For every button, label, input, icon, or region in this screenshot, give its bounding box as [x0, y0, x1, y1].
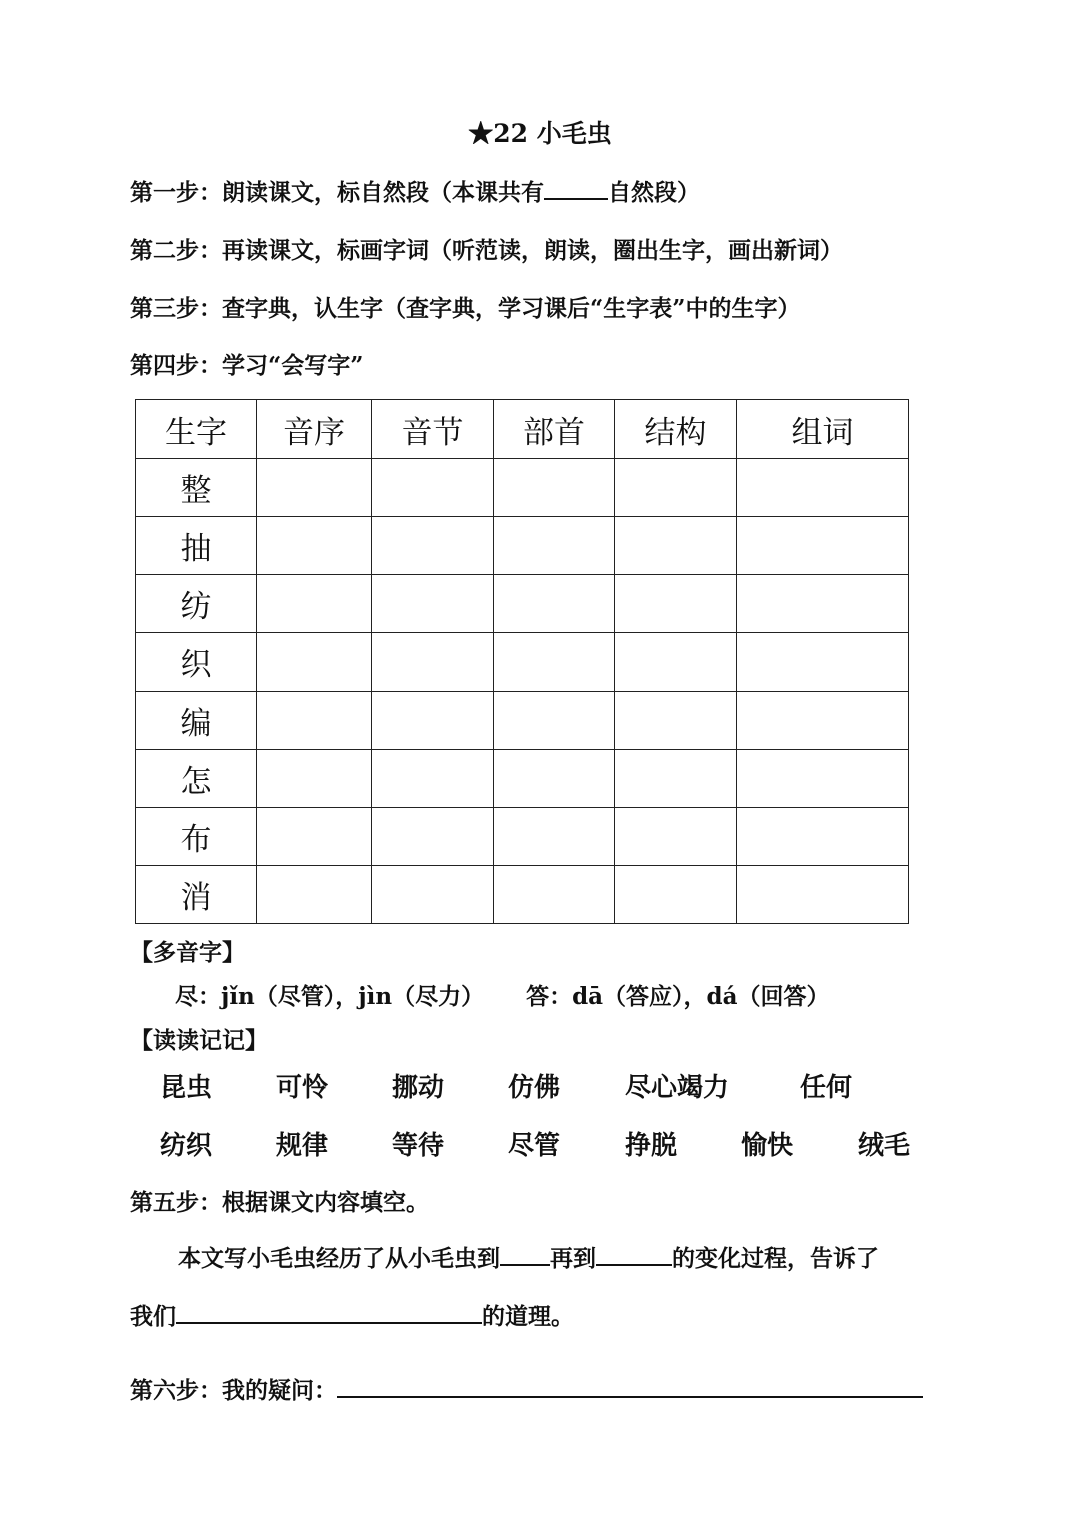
character-cell: 布: [136, 807, 257, 865]
word-item: 挣脱: [625, 1131, 678, 1161]
answer-cell[interactable]: [737, 633, 909, 691]
step-1: [130, 174, 700, 207]
table-row: [136, 517, 909, 575]
answer-cell[interactable]: [494, 575, 615, 633]
step-1-text: 第一步：朗读课文，标自然段（本课共有: [130, 179, 544, 206]
step-6: [130, 1372, 923, 1405]
header-initial: 音序: [257, 400, 372, 459]
answer-cell[interactable]: [372, 459, 494, 517]
answer-cell[interactable]: [615, 633, 737, 691]
character-table: [135, 399, 909, 924]
step-3: 第三步：查字典，认生字（查字典，学习课后“生字表”中的生字）: [130, 295, 801, 322]
answer-cell[interactable]: [737, 691, 909, 749]
answer-cell[interactable]: [615, 691, 737, 749]
answer-cell[interactable]: [615, 459, 737, 517]
character-cell: 纺: [136, 575, 257, 633]
answer-cell[interactable]: [372, 633, 494, 691]
polyphonic-da: 答：dā（答应），dá（回答）: [526, 983, 830, 1010]
paragraph-count-blank[interactable]: [544, 176, 608, 200]
header-syllable: 音节: [372, 400, 494, 459]
fill-line-2: [130, 1298, 574, 1331]
answer-cell[interactable]: [615, 865, 737, 923]
table-row: [136, 807, 909, 865]
answer-cell[interactable]: [257, 807, 372, 865]
table-row: [136, 691, 909, 749]
header-radical: 部首: [494, 400, 615, 459]
word-item: 可怜: [276, 1073, 329, 1103]
word-item: 规律: [276, 1131, 329, 1161]
character-cell: 抽: [136, 517, 257, 575]
word-item: 尽管: [508, 1131, 561, 1161]
step-2: 第二步：再读课文，标画字词（听范读，朗读，圈出生字，画出新词）: [130, 237, 843, 264]
answer-cell[interactable]: [494, 865, 615, 923]
answer-cell[interactable]: [372, 575, 494, 633]
fill-text: 的道理。: [482, 1303, 574, 1330]
word-item: 昆虫: [160, 1073, 213, 1103]
answer-cell[interactable]: [372, 865, 494, 923]
step-6-text: 第六步：我的疑问：: [130, 1377, 337, 1404]
word-item: 仿佛: [508, 1073, 561, 1103]
word-item: 尽心竭力: [625, 1073, 730, 1103]
answer-cell[interactable]: [257, 517, 372, 575]
character-cell: 编: [136, 691, 257, 749]
table-row: [136, 633, 909, 691]
word-item: 绒毛: [858, 1131, 911, 1161]
answer-cell[interactable]: [737, 807, 909, 865]
polyphonic-line: [175, 978, 830, 1011]
reading-heading: 【读读记记】: [130, 1027, 268, 1054]
answer-cell[interactable]: [615, 749, 737, 807]
step-1-text-end: 自然段）: [608, 179, 700, 206]
word-item: 等待: [392, 1131, 445, 1161]
header-character: 生字: [136, 400, 257, 459]
answer-cell[interactable]: [737, 459, 909, 517]
page-title: ★22 小毛虫: [468, 119, 612, 148]
fill-blank-2[interactable]: [596, 1242, 672, 1266]
answer-cell[interactable]: [372, 691, 494, 749]
character-cell: 消: [136, 865, 257, 923]
character-cell: 怎: [136, 749, 257, 807]
answer-cell[interactable]: [257, 575, 372, 633]
word-item: 挪动: [392, 1073, 445, 1103]
answer-cell[interactable]: [494, 459, 615, 517]
fill-text: 再到: [550, 1245, 596, 1272]
answer-cell[interactable]: [257, 459, 372, 517]
fill-line-1: [178, 1240, 879, 1273]
step-4: 第四步：学习“会写字”: [130, 352, 364, 379]
polyphonic-jin: 尽：jǐn（尽管），jìn（尽力）: [175, 983, 485, 1010]
answer-cell[interactable]: [494, 633, 615, 691]
answer-cell[interactable]: [372, 517, 494, 575]
step-5: 第五步：根据课文内容填空。: [130, 1189, 429, 1216]
answer-cell[interactable]: [615, 807, 737, 865]
fill-blank-3[interactable]: [176, 1300, 482, 1324]
character-cell: 整: [136, 459, 257, 517]
answer-cell[interactable]: [737, 517, 909, 575]
fill-text: 我们: [130, 1303, 176, 1330]
word-item: 纺织: [160, 1131, 213, 1161]
fill-text: 的变化过程，告诉了: [672, 1245, 879, 1272]
answer-cell[interactable]: [257, 691, 372, 749]
header-structure: 结构: [615, 400, 737, 459]
answer-cell[interactable]: [494, 517, 615, 575]
answer-cell[interactable]: [615, 517, 737, 575]
answer-cell[interactable]: [737, 749, 909, 807]
polyphonic-heading: 【多音字】: [130, 939, 245, 966]
answer-cell[interactable]: [372, 807, 494, 865]
answer-cell[interactable]: [615, 575, 737, 633]
table-row: [136, 575, 909, 633]
fill-blank-1[interactable]: [500, 1242, 550, 1266]
question-blank[interactable]: [337, 1374, 923, 1398]
word-item: 任何: [800, 1073, 853, 1103]
table-row: [136, 749, 909, 807]
answer-cell[interactable]: [257, 749, 372, 807]
table-row: [136, 865, 909, 923]
answer-cell[interactable]: [737, 865, 909, 923]
answer-cell[interactable]: [257, 865, 372, 923]
answer-cell[interactable]: [494, 807, 615, 865]
table-header-row: [136, 400, 909, 459]
header-words: 组词: [737, 400, 909, 459]
answer-cell[interactable]: [494, 691, 615, 749]
answer-cell[interactable]: [372, 749, 494, 807]
character-cell: 织: [136, 633, 257, 691]
answer-cell[interactable]: [494, 749, 615, 807]
answer-cell[interactable]: [257, 633, 372, 691]
fill-text: 本文写小毛虫经历了从小毛虫到: [178, 1245, 500, 1272]
answer-cell[interactable]: [737, 575, 909, 633]
table-row: [136, 459, 909, 517]
word-item: 愉快: [741, 1131, 794, 1161]
